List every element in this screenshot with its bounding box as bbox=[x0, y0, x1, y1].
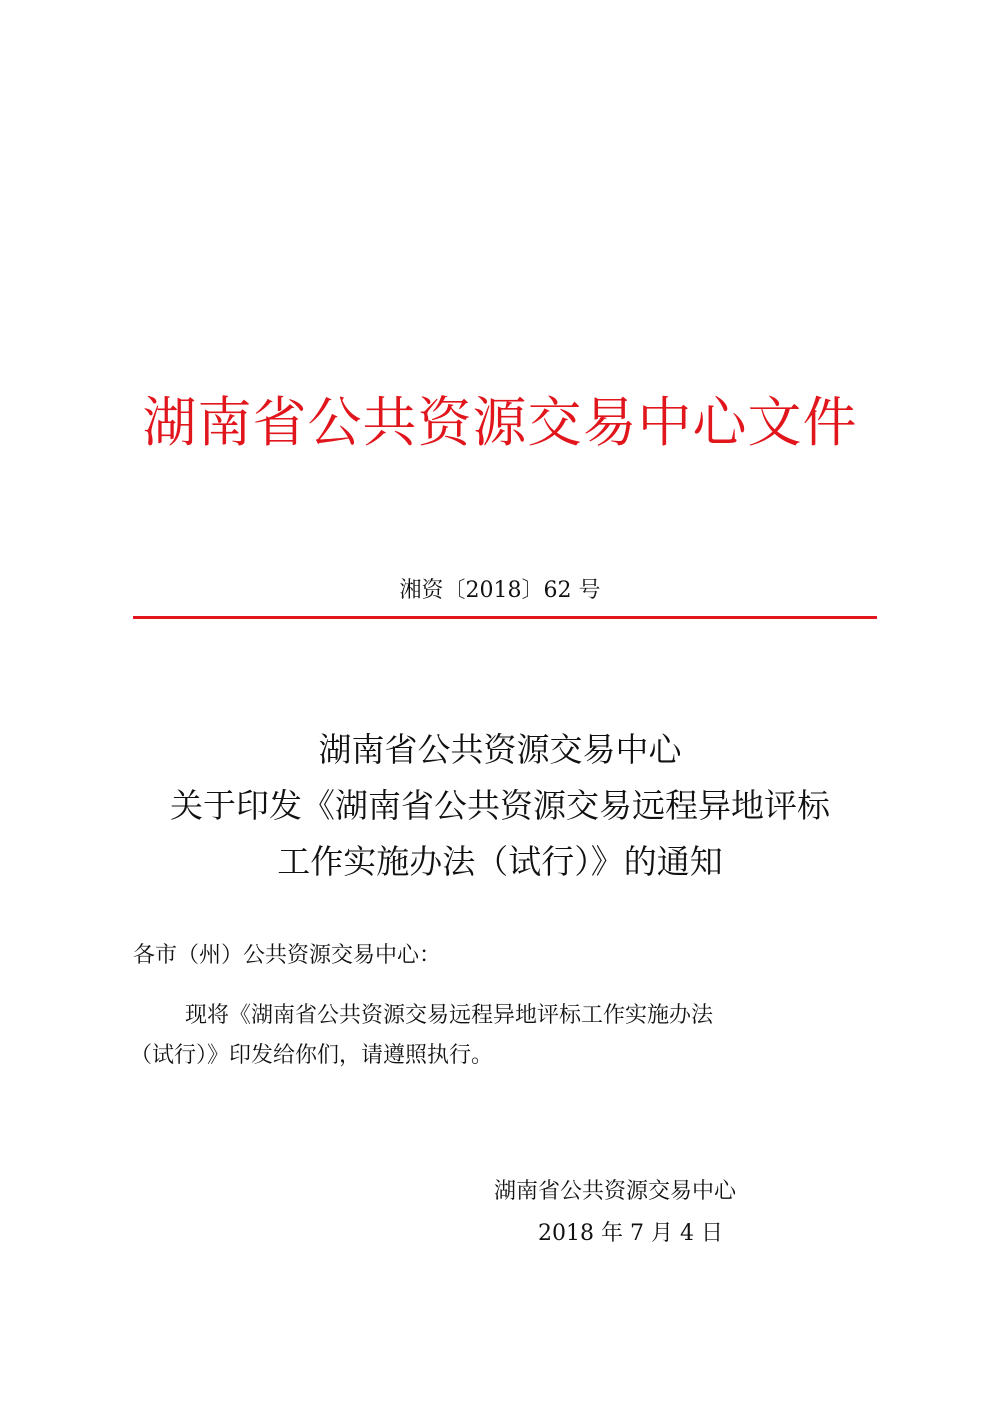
issuing-organization: 湖南省公共资源交易中心 bbox=[494, 1179, 737, 1204]
red-header-title: 湖南省公共资源交易中心文件 bbox=[142, 391, 858, 454]
notice-title-line-1: 湖南省公共资源交易中心 bbox=[318, 730, 682, 769]
issue-date: 2018 年 7 月 4 日 bbox=[538, 1221, 723, 1246]
notice-title-line-3: 工作实施办法（试行）》的通知 bbox=[277, 842, 723, 881]
body-text-line-1: 现将《湖南省公共资源交易远程异地评标工作实施办法 bbox=[185, 1003, 714, 1028]
notice-title-line-2: 关于印发《湖南省公共资源交易远程异地评标 bbox=[170, 786, 830, 825]
notice-title bbox=[100, 722, 900, 890]
document-number: 湘资〔2018〕62 号 bbox=[399, 578, 601, 603]
salutation: 各市（州）公共资源交易中心： bbox=[133, 943, 442, 968]
body-text-line-2: （试行）》印发给你们，请遵照执行。 bbox=[130, 1043, 494, 1068]
red-divider-line bbox=[133, 616, 877, 619]
